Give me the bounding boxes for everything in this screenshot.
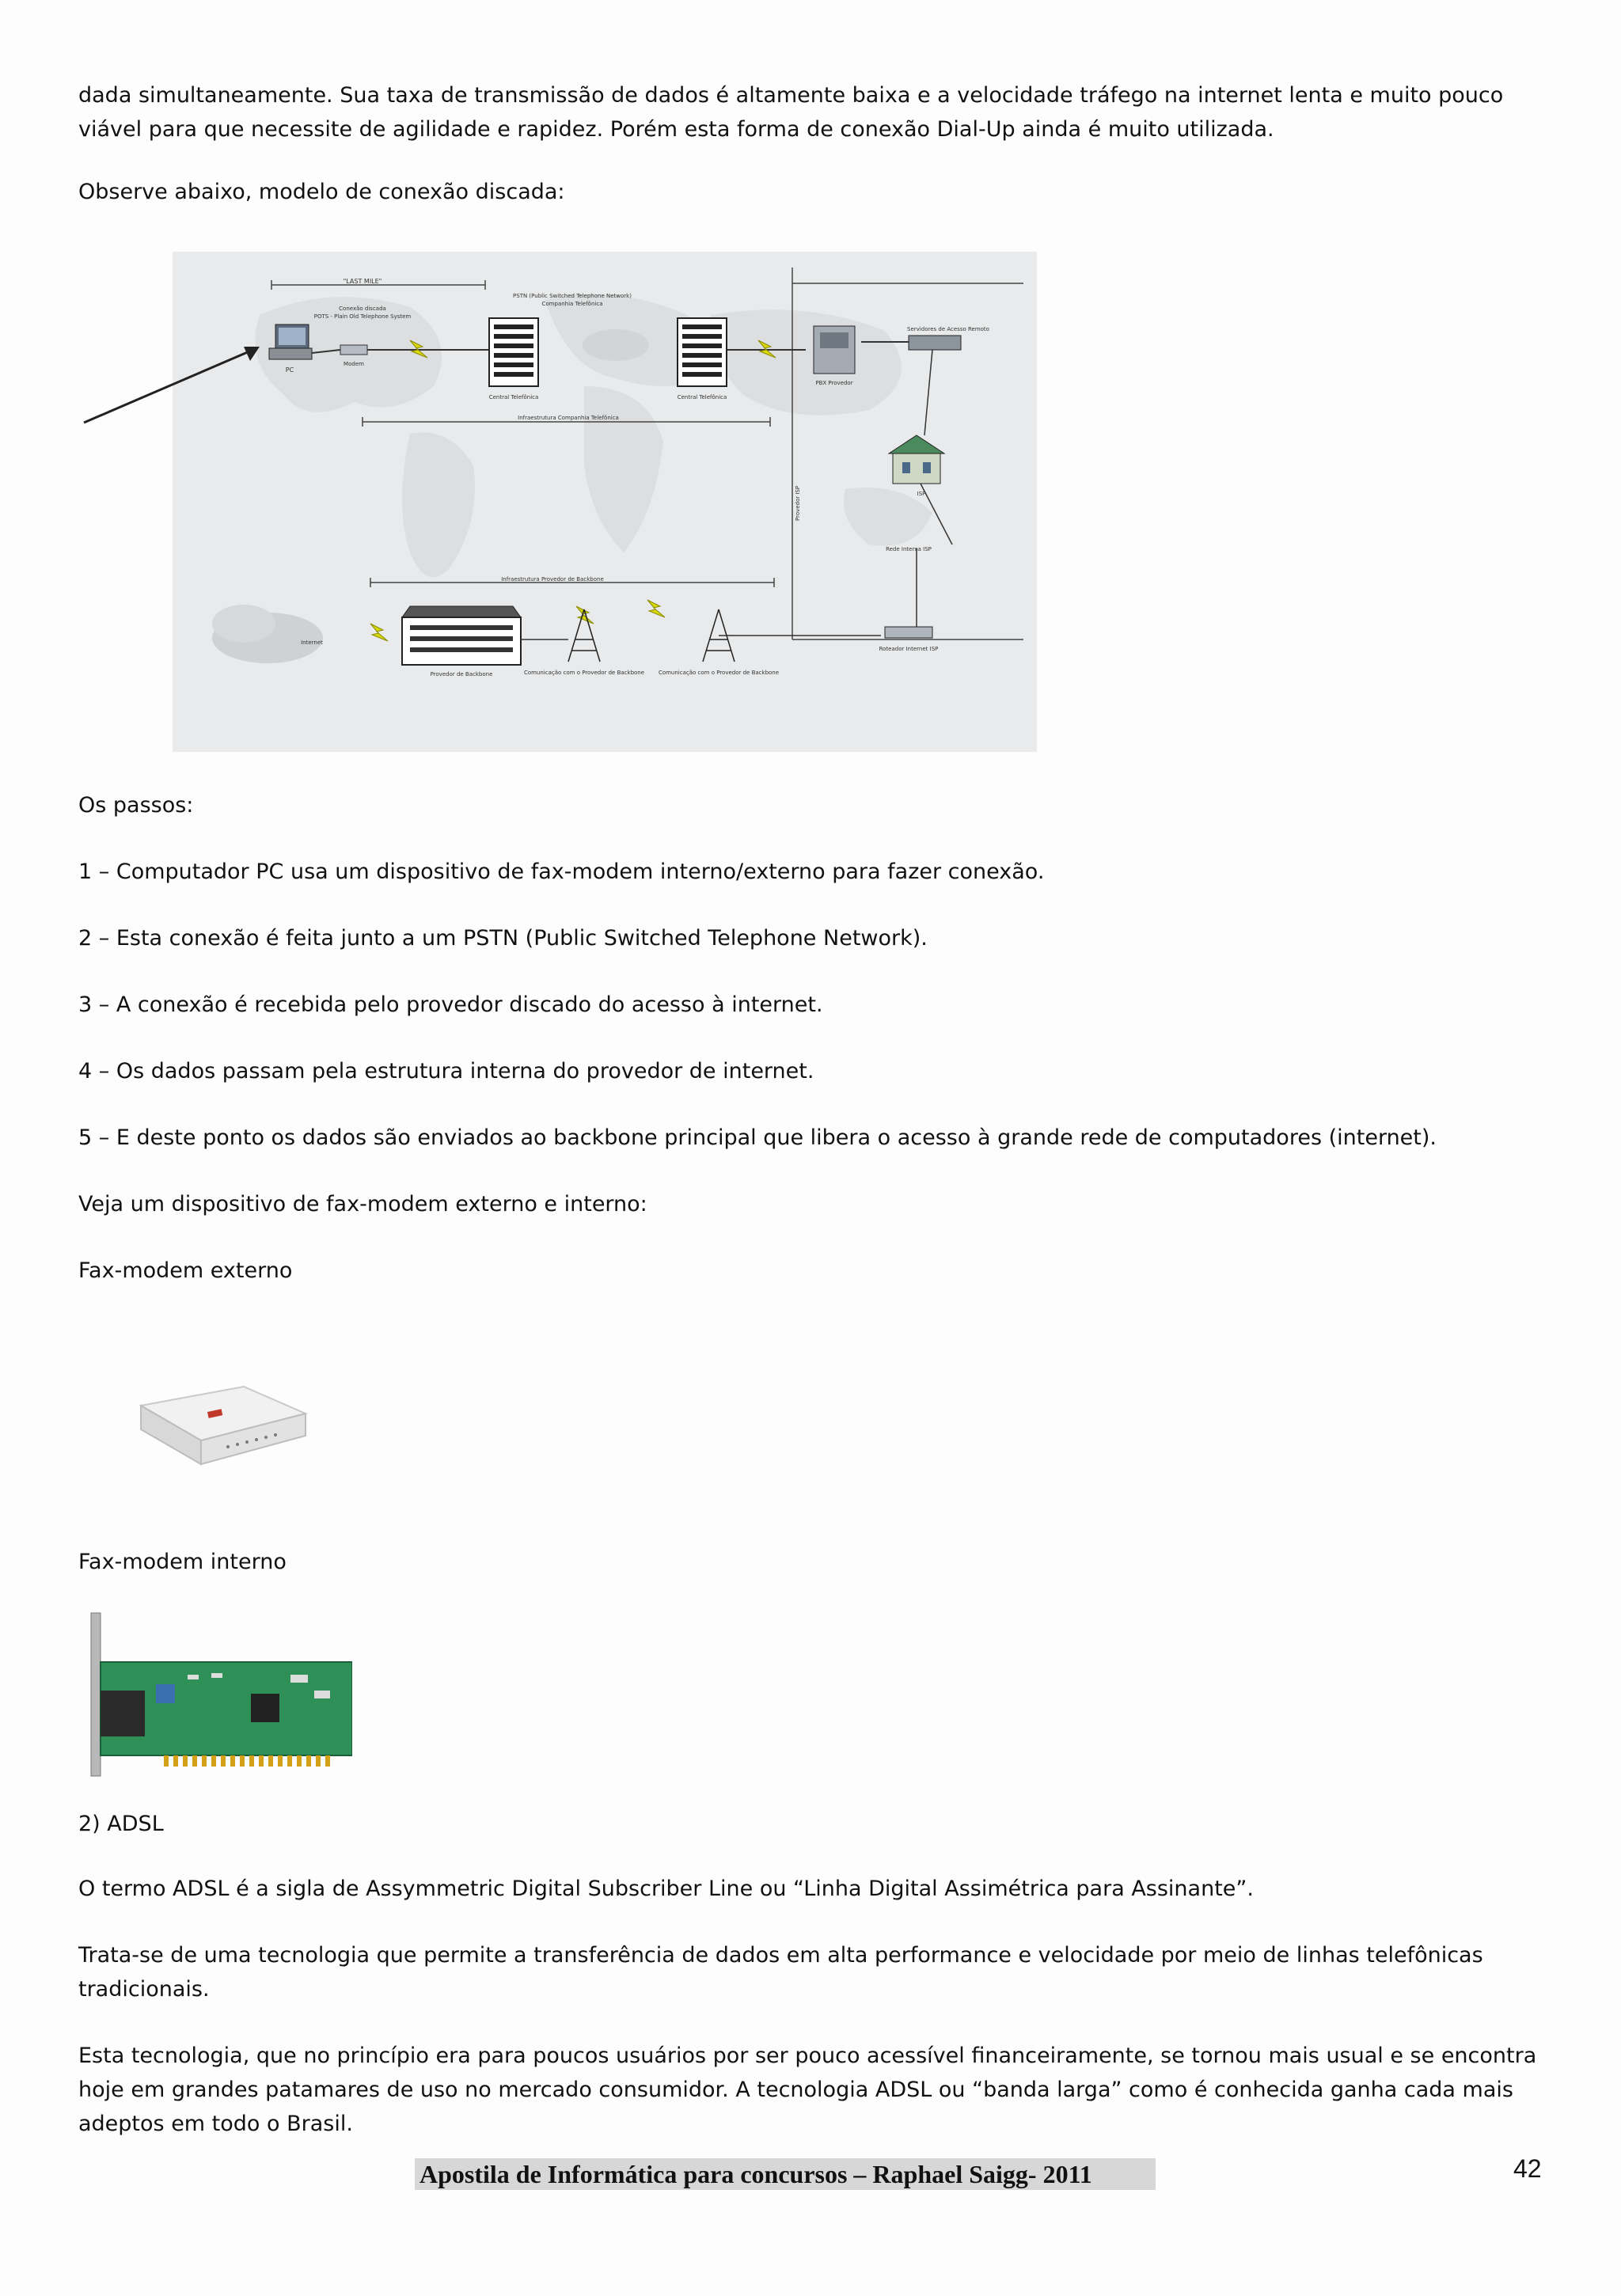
step-2: 2 – Esta conexão é feita junto a um PSTN (Public Switched Telephone Network).: [78, 926, 928, 951]
diagram-label-last-mile: "LAST MILE": [343, 278, 382, 285]
diagram-label-modem: Modem: [344, 361, 364, 367]
pbx-icon: [814, 326, 855, 374]
paragraph-adsl-2: Trata-se de uma tecnologia que permite a transferência de dados em alta performance e velocidade por meio de linhas telefônicas tradicionais.: [78, 1943, 1483, 2002]
paragraph-intro: dada simultaneamente. Sua taxa de transmissão de dados é altamente baixa e a velocidade tráfego na internet lenta e muito pouco viável para que necessite de agilidade e rapidez. Porém esta forma de conexão Dial-Up ainda é muito utilizada.: [78, 83, 1504, 142]
building-icon: [678, 318, 727, 386]
diagram-label-com-1: Comunicação com o Provedor de Backbone: [523, 670, 645, 676]
diagram-label-com-2: Comunicação com o Provedor de Backbone: [658, 670, 780, 676]
router-icon: [885, 627, 932, 638]
building-icon: [489, 318, 538, 386]
external-modem-image: [125, 1368, 315, 1478]
step-3: 3 – A conexão é recebida pelo provedor discado do acesso à internet.: [78, 992, 823, 1017]
diagram-label-conexao: Conexão discada: [339, 306, 386, 312]
cloud-icon: [583, 329, 649, 361]
paragraph-adsl-3: Esta tecnologia, que no princípio era para poucos usuários por ser pouco acessível financeiramente, se tornou mais usual e se encontra hoje em grandes patamares de uso no mercado consumidor. A tecnologia ADSL ou “banda larga” como é conhecida ganha cada mais adeptos em todo o Brasil.: [78, 2044, 1537, 2136]
footer-title: Apostila de Informática para concursos – Raphael Saigg- 2011: [415, 2158, 1156, 2190]
label-internal-modem: Fax-modem interno: [78, 1550, 287, 1574]
dialup-connection-diagram: [173, 252, 1037, 752]
diagram-label-servidores: Servidores de Acesso Remoto: [907, 326, 989, 332]
paragraph-devices: Veja um dispositivo de fax-modem externo e interno:: [78, 1192, 647, 1216]
diagram-label-pc: PC: [285, 366, 294, 374]
pointer-arrow-icon: [79, 340, 277, 427]
internal-modem-image: [77, 1611, 352, 1778]
diagram-label-rede-isp: Rede Interna ISP: [886, 546, 932, 552]
diagram-label-provedor-vertical: Provedor ISP: [795, 485, 801, 521]
label-external-modem: Fax-modem externo: [78, 1258, 293, 1283]
paragraph-adsl-1: O termo ADSL é a sigla de Assymmetric Digital Subscriber Line ou “Linha Digital Assimétrica para Assinante”.: [78, 1877, 1254, 1901]
adsl-title: 2) ADSL: [78, 1812, 164, 1836]
diagram-label-pstn: PSTN (Public Switched Telephone Network): [513, 293, 632, 299]
backbone-building-icon: [402, 606, 521, 665]
page-number: 42: [1513, 2154, 1542, 2183]
server-icon: [909, 336, 961, 350]
diagram-label-infra-tel: Infraestrutura Companhia Telefônica: [518, 415, 619, 421]
step-1: 1 – Computador PC usa um dispositivo de fax-modem interno/externo para fazer conexão.: [78, 860, 1045, 884]
paragraph-observe: Observe abaixo, modelo de conexão discada:: [78, 180, 565, 204]
diagram-label-roteador: Roteador Internet ISP: [879, 646, 939, 652]
diagram-label-pots: POTS - Plain Old Telephone System: [313, 313, 412, 320]
step-4: 4 – Os dados passam pela estrutura interna do provedor de internet.: [78, 1059, 814, 1083]
modem-icon: [340, 345, 367, 355]
paragraph-steps-title: Os passos:: [78, 793, 194, 818]
diagram-label-central-2: Central Telefônica: [677, 394, 727, 400]
diagram-label-internet: Internet: [301, 639, 323, 646]
diagram-label-backbone: Provedor de Backbone: [430, 671, 493, 677]
diagram-label-central-1: Central Telefônica: [488, 394, 539, 400]
diagram-label-infra-backbone: Infraestrutura Provedor de Backbone: [501, 576, 604, 583]
diagram-label-isp: ISP: [917, 491, 926, 497]
diagram-label-pstn-sub: Companhia Telefônica: [541, 301, 603, 307]
diagram-label-pbx: PBX Provedor: [815, 380, 853, 386]
step-5: 5 – E deste ponto os dados são enviados ao backbone principal que libera o acesso à grande rede de computadores (internet).: [78, 1125, 1437, 1150]
